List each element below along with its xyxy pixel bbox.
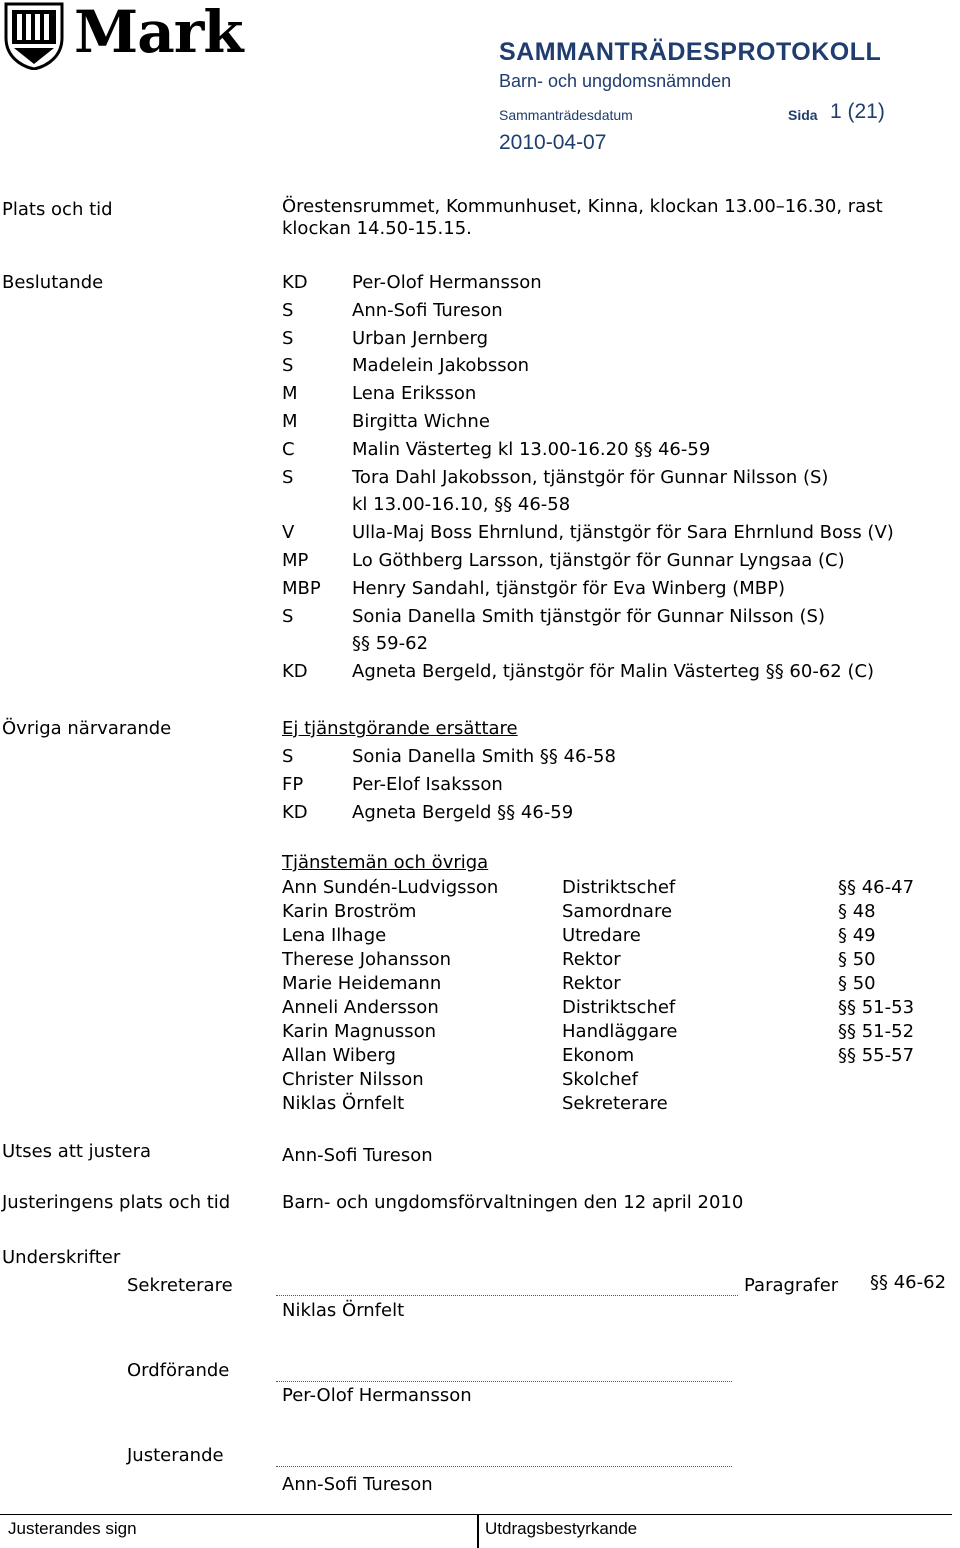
party-code: KD	[282, 272, 308, 293]
official-name: Therese Johansson	[282, 949, 452, 970]
member-entry: Ann-Sofi Tureson	[352, 299, 503, 321]
document-type: SAMMANTRÄDESPROTOKOLL	[499, 38, 882, 66]
official-paragraphs: §§ 55-57	[838, 1045, 915, 1066]
official-paragraphs: §§ 51-52	[838, 1021, 915, 1042]
member-entry: Agneta Bergeld §§ 46-59	[352, 802, 574, 823]
party-code: S	[282, 327, 294, 349]
date-label: Sammanträdesdatum	[499, 107, 633, 123]
ordforande-name: Per-Olof Hermansson	[282, 1385, 472, 1406]
member-entry: Malin Västerteg kl 13.00-16.20 §§ 46-59	[352, 438, 711, 460]
member-entry: Lena Eriksson	[352, 383, 477, 405]
member-entry: kl 13.00-16.10, §§ 46-58	[352, 494, 571, 516]
official-name: Marie Heidemann	[282, 973, 442, 994]
page-number: 1 (21)	[830, 100, 885, 123]
beslutande-label: Beslutande	[2, 272, 104, 293]
utses-value: Ann-Sofi Tureson	[282, 1145, 433, 1166]
paragrafer-value: §§ 46-62	[870, 1272, 947, 1293]
member-entry: Madelein Jakobsson	[352, 355, 530, 377]
ersattare-heading: Ej tjänstgörande ersättare	[282, 718, 518, 739]
justerande-label: Justerande	[127, 1445, 224, 1466]
sekreterare-label: Sekreterare	[127, 1275, 233, 1296]
official-role: Rektor	[562, 973, 621, 994]
justerande-name: Ann-Sofi Tureson	[282, 1474, 433, 1495]
party-code: FP	[282, 774, 304, 795]
party-code: MBP	[282, 577, 321, 599]
official-paragraphs: §§ 46-47	[838, 877, 915, 898]
member-entry: Urban Jernberg	[352, 327, 489, 349]
party-code: KD	[282, 661, 308, 683]
page-label: Sida	[788, 107, 818, 123]
official-paragraphs: § 50	[838, 973, 876, 994]
footer-rule	[0, 1514, 952, 1515]
official-role: Utredare	[562, 925, 641, 946]
official-name: Christer Nilsson	[282, 1069, 424, 1090]
official-role: Distriktschef	[562, 997, 676, 1018]
official-name: Allan Wiberg	[282, 1045, 396, 1066]
official-role: Ekonom	[562, 1045, 635, 1066]
justerandes-sign-label: Justerandes sign	[8, 1519, 137, 1538]
party-code: S	[282, 466, 294, 488]
utdragsbestyrkande-label: Utdragsbestyrkande	[485, 1519, 638, 1538]
ordforande-label: Ordförande	[127, 1360, 230, 1381]
official-name: Karin Magnusson	[282, 1021, 437, 1042]
official-paragraphs: §§ 51-53	[838, 997, 915, 1018]
party-code: M	[282, 383, 298, 405]
party-code: KD	[282, 802, 308, 823]
party-code: S	[282, 355, 294, 377]
member-entry: Agneta Bergeld, tjänstgör för Malin Västerteg §§ 60-62 (C)	[352, 661, 875, 683]
member-entry: Lo Göthberg Larsson, tjänstgör för Gunnar Lyngsaa (C)	[352, 550, 845, 571]
member-entry: §§ 59-62	[352, 633, 429, 655]
sekreterare-name: Niklas Örnfelt	[282, 1300, 405, 1321]
official-paragraphs: § 48	[838, 901, 876, 922]
party-code: MP	[282, 550, 309, 571]
official-name: Ann Sundén-Ludvigsson	[282, 877, 499, 898]
underskrifter-label: Underskrifter	[2, 1247, 121, 1268]
ordforande-signature-line	[276, 1381, 732, 1382]
official-name: Anneli Andersson	[282, 997, 439, 1018]
official-name: Lena Ilhage	[282, 925, 387, 946]
official-role: Samordnare	[562, 901, 673, 922]
member-entry: Tora Dahl Jakobsson, tjänstgör för Gunnar Nilsson (S)	[352, 466, 829, 488]
party-code: S	[282, 746, 294, 767]
official-name: Karin Broström	[282, 901, 417, 922]
official-role: Sekreterare	[562, 1093, 668, 1114]
official-name: Niklas Örnfelt	[282, 1093, 405, 1114]
official-paragraphs: § 50	[838, 949, 876, 970]
member-entry: Sonia Danella Smith §§ 46-58	[352, 746, 616, 767]
tjansteman-heading: Tjänstemän och övriga	[282, 852, 489, 873]
party-code: S	[282, 299, 294, 321]
paragrafer-label: Paragrafer	[744, 1275, 839, 1296]
member-entry: Birgitta Wichne	[352, 411, 490, 432]
party-code: C	[282, 438, 295, 460]
justeringens-label: Justeringens plats och tid	[2, 1192, 231, 1213]
member-entry: Per-Olof Hermansson	[352, 272, 542, 293]
footer-divider	[477, 1514, 479, 1548]
party-code: S	[282, 605, 294, 627]
member-entry: Per-Elof Isaksson	[352, 774, 503, 795]
plats-line-1: Örestensrummet, Kommunhuset, Kinna, klockan 13.00–16.30, rast	[282, 196, 883, 217]
utses-label: Utses att justera	[2, 1141, 152, 1162]
ovriga-label: Övriga närvarande	[2, 718, 172, 739]
municipal-crest-icon	[4, 2, 64, 70]
justerande-signature-line	[276, 1466, 732, 1467]
member-entry: Sonia Danella Smith tjänstgör för Gunnar Nilsson (S)	[352, 605, 826, 627]
party-code: M	[282, 411, 298, 432]
sekreterare-signature-line	[276, 1295, 738, 1296]
meeting-date: 2010-04-07	[499, 131, 607, 154]
official-role: Distriktschef	[562, 877, 676, 898]
official-role: Skolchef	[562, 1069, 638, 1090]
committee-name: Barn- och ungdomsnämnden	[499, 71, 732, 91]
member-entry: Henry Sandahl, tjänstgör för Eva Winberg (MBP)	[352, 577, 786, 599]
official-role: Rektor	[562, 949, 621, 970]
plats-label: Plats och tid	[2, 199, 113, 220]
official-paragraphs: § 49	[838, 925, 876, 946]
member-entry: Ulla-Maj Boss Ehrnlund, tjänstgör för Sara Ehrnlund Boss (V)	[352, 522, 894, 544]
official-role: Handläggare	[562, 1021, 678, 1042]
party-code: V	[282, 522, 295, 544]
municipality-name: Mark	[74, 0, 243, 66]
justeringens-value: Barn- och ungdomsförvaltningen den 12 april 2010	[282, 1192, 744, 1213]
plats-line-2: klockan 14.50-15.15.	[282, 218, 472, 239]
